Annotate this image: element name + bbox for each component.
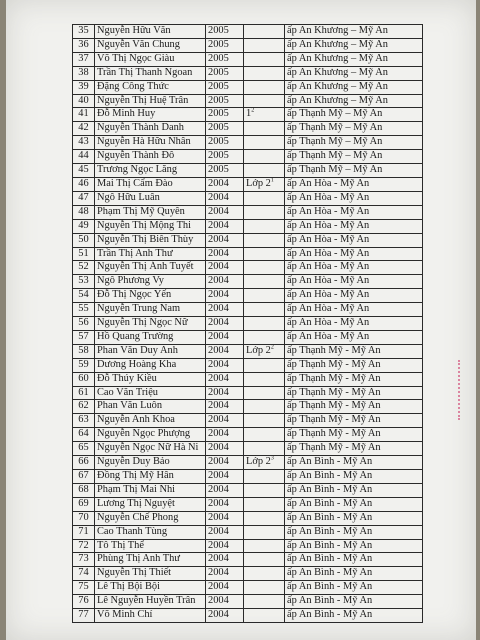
birth-year: 2004 xyxy=(206,303,244,317)
document-page xyxy=(6,0,476,640)
row-number: 75 xyxy=(73,581,95,595)
birth-year: 2004 xyxy=(206,247,244,261)
address: ấp Thạnh Mỹ - Mỹ An xyxy=(285,442,423,456)
table-row xyxy=(73,567,423,581)
student-name: Dương Hoàng Kha xyxy=(95,358,206,372)
address: ấp An Bình - Mỹ An xyxy=(285,497,423,511)
student-name: Đỗ Thúy Kiều xyxy=(95,372,206,386)
class-cell xyxy=(244,511,285,525)
student-name: Đặng Công Thức xyxy=(95,80,206,94)
row-number: 72 xyxy=(73,539,95,553)
row-number: 76 xyxy=(73,595,95,609)
table-row xyxy=(73,289,423,303)
table-row xyxy=(73,219,423,233)
table-row xyxy=(73,497,423,511)
class-cell xyxy=(244,164,285,178)
address: ấp An Bình - Mỹ An xyxy=(285,567,423,581)
student-name: Nguyễn Văn Chung xyxy=(95,38,206,52)
birth-year: 2004 xyxy=(206,553,244,567)
student-name: Nguyễn Ngọc Phượng xyxy=(95,428,206,442)
student-name: Tô Thị Thể xyxy=(95,539,206,553)
address: ấp An Bình - Mỹ An xyxy=(285,553,423,567)
class-section: 2 xyxy=(270,344,274,351)
class-label: 1 xyxy=(246,108,252,120)
table-row xyxy=(73,136,423,150)
table-row xyxy=(73,539,423,553)
class-cell xyxy=(244,609,285,623)
table-row xyxy=(73,400,423,414)
table-row xyxy=(73,609,423,623)
address: ấp An Hòa - Mỹ An xyxy=(285,233,423,247)
address: ấp An Bình - Mỹ An xyxy=(285,595,423,609)
birth-year: 2004 xyxy=(206,497,244,511)
student-name: Nguyễn Thị Ánh Tuyết xyxy=(95,261,206,275)
student-name: Phan Văn Luôn xyxy=(95,400,206,414)
address: ấp Thạnh Mỹ – Mỹ An xyxy=(285,164,423,178)
class-cell xyxy=(244,136,285,150)
class-cell xyxy=(244,553,285,567)
table-row xyxy=(73,80,423,94)
student-name: Lê Thị Bội Bội xyxy=(95,581,206,595)
address: ấp An Hòa - Mỹ An xyxy=(285,219,423,233)
row-number: 56 xyxy=(73,317,95,331)
table-row xyxy=(73,358,423,372)
class-label: Lớp 2 xyxy=(246,344,271,356)
row-number: 44 xyxy=(73,150,95,164)
table-row xyxy=(73,261,423,275)
class-cell xyxy=(244,595,285,609)
birth-year: 2005 xyxy=(206,150,244,164)
student-table-body xyxy=(73,25,423,623)
row-number: 53 xyxy=(73,275,95,289)
birth-year: 2004 xyxy=(206,400,244,414)
birth-year: 2004 xyxy=(206,470,244,484)
birth-year: 2004 xyxy=(206,442,244,456)
row-number: 59 xyxy=(73,358,95,372)
birth-year: 2004 xyxy=(206,358,244,372)
table-row xyxy=(73,275,423,289)
class-section: 2 xyxy=(251,107,255,114)
table-row xyxy=(73,372,423,386)
address: ấp An Bình - Mỹ An xyxy=(285,609,423,623)
student-name: Võ Thị Ngọc Giàu xyxy=(95,52,206,66)
class-cell xyxy=(244,470,285,484)
class-cell xyxy=(244,442,285,456)
address: ấp An Bình - Mỹ An xyxy=(285,470,423,484)
address: ấp An Bình - Mỹ An xyxy=(285,511,423,525)
row-number: 37 xyxy=(73,52,95,66)
table-row xyxy=(73,428,423,442)
student-name: Cao Thanh Tùng xyxy=(95,525,206,539)
table-row xyxy=(73,150,423,164)
row-number: 58 xyxy=(73,344,95,358)
birth-year: 2004 xyxy=(206,205,244,219)
row-number: 36 xyxy=(73,38,95,52)
class-label: Lớp 2 xyxy=(246,177,271,189)
birth-year: 2004 xyxy=(206,289,244,303)
class-cell xyxy=(244,372,285,386)
birth-year: 2005 xyxy=(206,80,244,94)
class-cell xyxy=(244,122,285,136)
table-row xyxy=(73,581,423,595)
class-section: 1 xyxy=(270,177,274,184)
row-number: 62 xyxy=(73,400,95,414)
birth-year: 2004 xyxy=(206,525,244,539)
class-cell xyxy=(244,247,285,261)
birth-year: 2004 xyxy=(206,330,244,344)
address: ấp Thạnh Mỹ - Mỹ An xyxy=(285,386,423,400)
row-number: 70 xyxy=(73,511,95,525)
address: ấp Thạnh Mỹ - Mỹ An xyxy=(285,358,423,372)
birth-year: 2004 xyxy=(206,372,244,386)
address: ấp Thạnh Mỹ - Mỹ An xyxy=(285,414,423,428)
row-number: 48 xyxy=(73,205,95,219)
row-number: 57 xyxy=(73,330,95,344)
table-row xyxy=(73,303,423,317)
table-row xyxy=(73,94,423,108)
table-row xyxy=(73,553,423,567)
student-name: Đồng Thị Mỹ Hân xyxy=(95,470,206,484)
table-row xyxy=(73,247,423,261)
address: ấp An Hòa - Mỹ An xyxy=(285,191,423,205)
row-number: 40 xyxy=(73,94,95,108)
address: ấp An Bình - Mỹ An xyxy=(285,581,423,595)
class-cell xyxy=(244,400,285,414)
student-name: Trương Ngọc Lăng xyxy=(95,164,206,178)
class-cell xyxy=(244,177,285,191)
student-name: Phạm Thị Mai Nhi xyxy=(95,483,206,497)
birth-year: 2005 xyxy=(206,108,244,122)
birth-year: 2004 xyxy=(206,595,244,609)
birth-year: 2005 xyxy=(206,164,244,178)
class-cell xyxy=(244,38,285,52)
table-row xyxy=(73,511,423,525)
student-table xyxy=(72,24,423,623)
student-name: Nguyễn Thị Ngọc Nữ xyxy=(95,317,206,331)
address: ấp Thạnh Mỹ – Mỹ An xyxy=(285,108,423,122)
row-number: 67 xyxy=(73,470,95,484)
table-row xyxy=(73,386,423,400)
address: ấp An Bình - Mỹ An xyxy=(285,525,423,539)
table-row xyxy=(73,233,423,247)
class-cell xyxy=(244,456,285,470)
row-number: 69 xyxy=(73,497,95,511)
table-row xyxy=(73,108,423,122)
address: ấp Thạnh Mỹ – Mỹ An xyxy=(285,150,423,164)
table-row xyxy=(73,122,423,136)
table-row xyxy=(73,164,423,178)
row-number: 47 xyxy=(73,191,95,205)
class-cell xyxy=(244,581,285,595)
birth-year: 2004 xyxy=(206,344,244,358)
address: ấp An Hòa - Mỹ An xyxy=(285,303,423,317)
table-row xyxy=(73,595,423,609)
row-number: 68 xyxy=(73,483,95,497)
class-cell xyxy=(244,344,285,358)
address: ấp An Hòa - Mỹ An xyxy=(285,330,423,344)
row-number: 65 xyxy=(73,442,95,456)
birth-year: 2004 xyxy=(206,428,244,442)
row-number: 38 xyxy=(73,66,95,80)
address: ấp An Hòa - Mỹ An xyxy=(285,289,423,303)
address: ấp An Hòa - Mỹ An xyxy=(285,205,423,219)
table-row xyxy=(73,525,423,539)
class-cell xyxy=(244,497,285,511)
student-name: Phan Văn Duy Anh xyxy=(95,344,206,358)
address: ấp An Bình - Mỹ An xyxy=(285,483,423,497)
student-name: Hồ Quang Trường xyxy=(95,330,206,344)
class-cell xyxy=(244,289,285,303)
student-name: Nguyễn Hữu Văn xyxy=(95,25,206,39)
class-section: 3 xyxy=(270,455,274,462)
birth-year: 2004 xyxy=(206,177,244,191)
student-name: Nguyễn Thị Huệ Trân xyxy=(95,94,206,108)
birth-year: 2005 xyxy=(206,136,244,150)
table-row xyxy=(73,442,423,456)
birth-year: 2004 xyxy=(206,483,244,497)
address: ấp An Hòa - Mỹ An xyxy=(285,177,423,191)
birth-year: 2004 xyxy=(206,275,244,289)
birth-year: 2004 xyxy=(206,609,244,623)
row-number: 45 xyxy=(73,164,95,178)
row-number: 52 xyxy=(73,261,95,275)
birth-year: 2004 xyxy=(206,511,244,525)
student-name: Lê Nguyễn Huyền Trân xyxy=(95,595,206,609)
class-cell xyxy=(244,150,285,164)
class-cell xyxy=(244,317,285,331)
student-name: Đỗ Thị Ngọc Yến xyxy=(95,289,206,303)
class-label: Lớp 2 xyxy=(246,456,271,468)
table-row xyxy=(73,456,423,470)
class-cell xyxy=(244,386,285,400)
address: ấp An Khương – Mỹ An xyxy=(285,38,423,52)
class-cell xyxy=(244,94,285,108)
class-cell xyxy=(244,205,285,219)
address: ấp Thạnh Mỹ - Mỹ An xyxy=(285,400,423,414)
student-name: Nguyễn Thị Thiết xyxy=(95,567,206,581)
class-cell xyxy=(244,525,285,539)
student-name: Võ Minh Chí xyxy=(95,609,206,623)
student-name: Nguyễn Thị Mộng Thi xyxy=(95,219,206,233)
class-cell xyxy=(244,108,285,122)
address: ấp An Hòa - Mỹ An xyxy=(285,317,423,331)
row-number: 66 xyxy=(73,456,95,470)
class-cell xyxy=(244,219,285,233)
student-name: Cao Văn Triệu xyxy=(95,386,206,400)
table-row xyxy=(73,205,423,219)
birth-year: 2005 xyxy=(206,25,244,39)
row-number: 43 xyxy=(73,136,95,150)
birth-year: 2004 xyxy=(206,539,244,553)
table-row xyxy=(73,66,423,80)
birth-year: 2005 xyxy=(206,38,244,52)
table-row xyxy=(73,177,423,191)
row-number: 77 xyxy=(73,609,95,623)
student-name: Phùng Thị Anh Thư xyxy=(95,553,206,567)
address: ấp An Khương – Mỹ An xyxy=(285,80,423,94)
address: ấp Thạnh Mỹ – Mỹ An xyxy=(285,122,423,136)
row-number: 60 xyxy=(73,372,95,386)
address: ấp An Khương – Mỹ An xyxy=(285,25,423,39)
row-number: 35 xyxy=(73,25,95,39)
row-number: 61 xyxy=(73,386,95,400)
student-name: Nguyễn Thành Danh xyxy=(95,122,206,136)
address: ấp An Hòa - Mỹ An xyxy=(285,247,423,261)
row-number: 46 xyxy=(73,177,95,191)
class-cell xyxy=(244,428,285,442)
row-number: 71 xyxy=(73,525,95,539)
class-cell xyxy=(244,80,285,94)
birth-year: 2004 xyxy=(206,191,244,205)
birth-year: 2004 xyxy=(206,261,244,275)
table-row xyxy=(73,414,423,428)
birth-year: 2005 xyxy=(206,94,244,108)
row-number: 64 xyxy=(73,428,95,442)
student-name: Mai Thị Cẩm Đào xyxy=(95,177,206,191)
row-number: 73 xyxy=(73,553,95,567)
birth-year: 2004 xyxy=(206,414,244,428)
class-cell xyxy=(244,414,285,428)
birth-year: 2004 xyxy=(206,456,244,470)
class-cell xyxy=(244,233,285,247)
student-name: Nguyễn Thị Biên Thùy xyxy=(95,233,206,247)
address: ấp Thạnh Mỹ - Mỹ An xyxy=(285,372,423,386)
student-name: Nguyễn Hà Hữu Nhân xyxy=(95,136,206,150)
class-cell xyxy=(244,303,285,317)
row-number: 74 xyxy=(73,567,95,581)
birth-year: 2004 xyxy=(206,386,244,400)
table-row xyxy=(73,52,423,66)
row-number: 50 xyxy=(73,233,95,247)
student-name: Nguyễn Thành Đô xyxy=(95,150,206,164)
student-name: Ngô Phương Vy xyxy=(95,275,206,289)
birth-year: 2004 xyxy=(206,219,244,233)
birth-year: 2004 xyxy=(206,581,244,595)
address: ấp Thạnh Mỹ - Mỹ An xyxy=(285,428,423,442)
table-row xyxy=(73,330,423,344)
student-name: Trần Thị Thanh Ngoan xyxy=(95,66,206,80)
address: ấp An Hòa - Mỹ An xyxy=(285,275,423,289)
student-name: Nguyễn Trung Nam xyxy=(95,303,206,317)
class-cell xyxy=(244,261,285,275)
address: ấp An Hòa - Mỹ An xyxy=(285,261,423,275)
student-name: Nguyễn Ngọc Nữ Hà Ni xyxy=(95,442,206,456)
table-row xyxy=(73,470,423,484)
class-cell xyxy=(244,539,285,553)
row-number: 54 xyxy=(73,289,95,303)
class-cell xyxy=(244,52,285,66)
address: ấp An Bình - Mỹ An xyxy=(285,456,423,470)
birth-year: 2005 xyxy=(206,122,244,136)
student-name: Nguyễn Anh Khoa xyxy=(95,414,206,428)
table-row xyxy=(73,317,423,331)
row-number: 42 xyxy=(73,122,95,136)
table-row xyxy=(73,344,423,358)
birth-year: 2004 xyxy=(206,567,244,581)
red-stamp-edge xyxy=(458,360,472,420)
address: ấp An Khương – Mỹ An xyxy=(285,52,423,66)
class-cell xyxy=(244,275,285,289)
student-name: Trần Thị Anh Thư xyxy=(95,247,206,261)
row-number: 41 xyxy=(73,108,95,122)
class-cell xyxy=(244,66,285,80)
birth-year: 2004 xyxy=(206,233,244,247)
class-cell xyxy=(244,567,285,581)
table-row xyxy=(73,483,423,497)
class-cell xyxy=(244,483,285,497)
birth-year: 2004 xyxy=(206,317,244,331)
class-cell xyxy=(244,191,285,205)
student-name: Phạm Thị Mỹ Quyên xyxy=(95,205,206,219)
birth-year: 2005 xyxy=(206,66,244,80)
student-name: Nguyễn Duy Bảo xyxy=(95,456,206,470)
student-name: Đỗ Minh Huy xyxy=(95,108,206,122)
address: ấp An Khương – Mỹ An xyxy=(285,94,423,108)
table-row xyxy=(73,38,423,52)
row-number: 49 xyxy=(73,219,95,233)
student-name: Nguyễn Chế Phong xyxy=(95,511,206,525)
student-list xyxy=(72,24,422,623)
row-number: 51 xyxy=(73,247,95,261)
class-cell xyxy=(244,358,285,372)
birth-year: 2005 xyxy=(206,52,244,66)
address: ấp Thạnh Mỹ - Mỹ An xyxy=(285,344,423,358)
student-name: Lương Thị Nguyệt xyxy=(95,497,206,511)
class-cell xyxy=(244,330,285,344)
row-number: 39 xyxy=(73,80,95,94)
table-row xyxy=(73,191,423,205)
row-number: 55 xyxy=(73,303,95,317)
row-number: 63 xyxy=(73,414,95,428)
address: ấp An Bình - Mỹ An xyxy=(285,539,423,553)
address: ấp Thạnh Mỹ – Mỹ An xyxy=(285,136,423,150)
table-row xyxy=(73,25,423,39)
student-name: Ngô Hữu Luân xyxy=(95,191,206,205)
address: ấp An Khương – Mỹ An xyxy=(285,66,423,80)
class-cell xyxy=(244,25,285,39)
